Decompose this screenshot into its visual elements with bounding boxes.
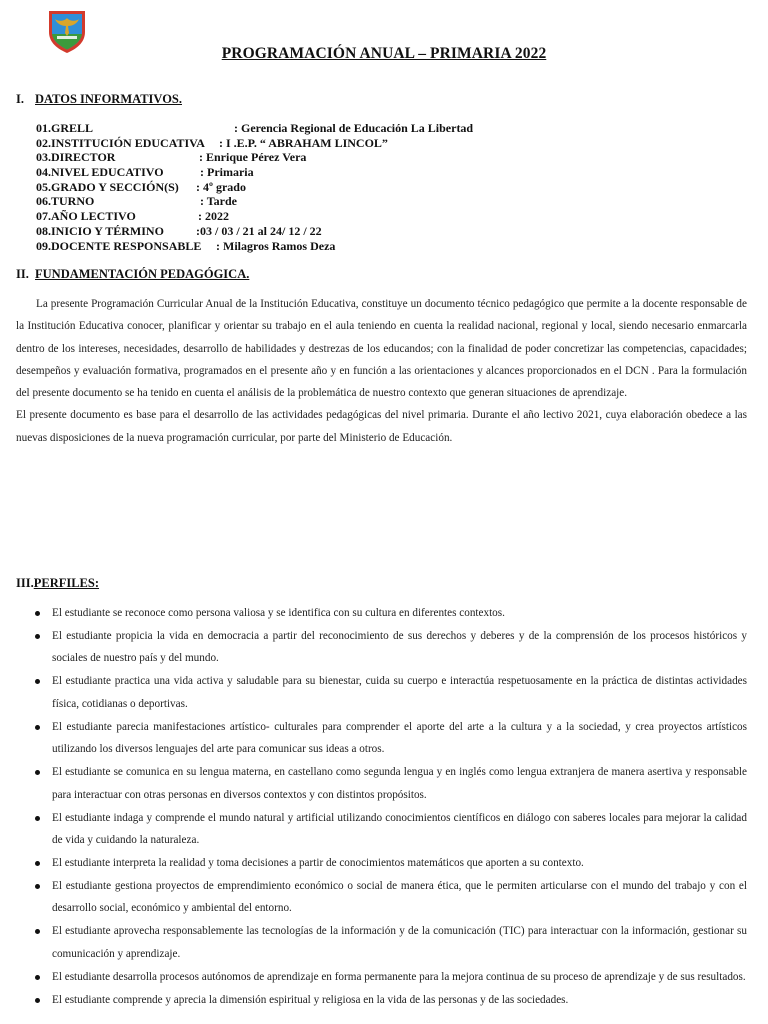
bullet-icon bbox=[35, 634, 40, 639]
list-item bbox=[16, 625, 747, 670]
list-item bbox=[16, 761, 747, 806]
dato-key: 05.GRADO Y SECCIÓN(S) bbox=[36, 179, 179, 194]
list-item bbox=[16, 602, 747, 624]
list-item bbox=[16, 852, 747, 874]
dato-value: : Tarde bbox=[200, 194, 238, 209]
bullet-icon bbox=[35, 884, 40, 889]
document-title: PROGRAMACIÓN ANUAL – PRIMARIA 2022 bbox=[221, 45, 547, 62]
bullet-icon bbox=[35, 998, 40, 1003]
section-number: II. bbox=[16, 267, 29, 281]
fundamentacion-text bbox=[16, 293, 747, 449]
section-heading-datos bbox=[16, 92, 182, 107]
paragraph: La presente Programación Curricular Anual de la Institución Educativa, constituye un documento técnico pedagógico que permite a la docente responsable de la Institución Educativa conocer, planificar y orientar su trabajo en el aula teniendo en cuenta la realidad nacional, regional y local, siendo necesario enmarcarla dentro de los intereses, necesidades, desarrollo de habilidades y destrezas de los educandos; con la finalidad de poder concretizar las competencias, capacidades; desempeños y evaluación formativa, programados en el presente año y en función a las orientaciones y alcances proporcionados en el DCN . Para la formulación del presente documento se ha tenido en cuenta el análisis de la problemática de nuestro contexto que generan situaciones de aprendizaje. bbox=[16, 298, 747, 400]
bullet-icon bbox=[35, 679, 40, 684]
list-item bbox=[16, 716, 747, 761]
dato-key: 07.AÑO LECTIVO bbox=[36, 209, 136, 224]
section-label: FUNDAMENTACIÓN PEDAGÓGICA. bbox=[35, 267, 250, 281]
dato-key: 02.INSTITUCIÓN EDUCATIVA bbox=[36, 135, 205, 150]
bullet-icon bbox=[35, 770, 40, 775]
list-item bbox=[16, 966, 747, 988]
section-number: I. bbox=[16, 92, 24, 106]
bullet-icon bbox=[35, 975, 40, 980]
dato-key: 08.INICIO Y TÉRMINO bbox=[36, 223, 164, 238]
dato-key: 06.TURNO bbox=[36, 194, 95, 209]
perfil-text: El estudiante desarrolla procesos autónomos de aprendizaje en forma permanente para la mejora continua de su proceso de aprendizaje y de sus resultados. bbox=[52, 970, 746, 983]
section-label: PERFILES: bbox=[33, 576, 100, 590]
list-item bbox=[16, 920, 747, 965]
dato-value: : Milagros Ramos Deza bbox=[216, 238, 336, 253]
dato-key: 03.DIRECTOR bbox=[36, 150, 116, 165]
dato-key: 09.DOCENTE RESPONSABLE bbox=[36, 238, 202, 253]
dato-value: : 2022 bbox=[198, 209, 229, 224]
list-item bbox=[16, 807, 747, 852]
dato-value: : I .E.P. “ ABRAHAM LINCOL” bbox=[219, 135, 388, 150]
perfil-text: El estudiante propicia la vida en democracia a partir del reconocimiento de sus derechos y deberes y de la comprensión de los procesos históricos y sociales de nuestro país y del mundo. bbox=[52, 630, 747, 665]
dato-value: :03 / 03 / 21 al 24/ 12 / 22 bbox=[196, 223, 322, 238]
perfil-text: El estudiante practica una vida activa y saludable para su bienestar, cuida su cuerpo e interactúa respetuosamente en la práctica de distintas actividades física, cotidianas o deportivas. bbox=[52, 675, 747, 710]
dato-value: : Primaria bbox=[200, 165, 254, 180]
bullet-icon bbox=[35, 929, 40, 934]
section-heading-perfiles bbox=[16, 576, 99, 591]
perfil-text: El estudiante comprende y aprecia la dimensión espiritual y religiosa en la vida de las personas y de las sociedades. bbox=[52, 993, 569, 1006]
perfil-text: El estudiante interpreta la realidad y toma decisiones a partir de conocimientos matemáticos que aporten a su contexto. bbox=[52, 857, 584, 870]
perfil-text: El estudiante indaga y comprende el mundo natural y artificial utilizando conocimientos científicos en diálogo con saberes locales para mejorar la calidad de vida y cuidando la naturaleza. bbox=[52, 811, 747, 847]
dato-value: : 4º grado bbox=[196, 179, 246, 194]
perfil-text: El estudiante se reconoce como persona valiosa y se identifica con su cultura en diferentes contextos. bbox=[52, 607, 505, 619]
section-heading-fundamentacion bbox=[16, 267, 249, 282]
perfil-text: El estudiante aprovecha responsablemente las tecnologías de la información y de la comunicación (TIC) para interactuar con la información, gestionar su comunicación y aprendizaje. bbox=[52, 925, 747, 960]
list-item bbox=[16, 989, 747, 1011]
dato-value: : Enrique Pérez Vera bbox=[199, 150, 307, 165]
perfil-text: El estudiante gestiona proyectos de emprendimiento económico o social de manera ética, que le permiten articularse con el mundo del trabajo y con el desarrollo social, económico y ambiental del entorno. bbox=[52, 880, 747, 915]
paragraph: El presente documento es base para el desarrollo de las actividades pedagógicas del nivel primaria. Durante el año lectivo 2021, cuya elaboración obedece a las nuevas disposiciones de la nueva programación curricular, por parte del Ministerio de Educación. bbox=[16, 409, 747, 444]
section-number: III. bbox=[16, 576, 34, 590]
bullet-icon bbox=[35, 725, 40, 730]
dato-key: 04.NIVEL EDUCATIVO bbox=[36, 165, 164, 180]
bullet-icon bbox=[35, 861, 40, 866]
bullet-icon bbox=[35, 816, 40, 821]
section-label: DATOS INFORMATIVOS. bbox=[35, 92, 182, 106]
list-item bbox=[16, 875, 747, 920]
perfiles-list bbox=[16, 602, 747, 1012]
bullet-icon bbox=[35, 611, 40, 616]
perfil-text: El estudiante parecia manifestaciones artístico- culturales para comprender el aporte del arte a la cultura y a la sociedad, y crea proyectos artísticos utilizando los diversos lenguajes del arte para comunicar sus ideas a otros. bbox=[52, 720, 747, 756]
dato-value: : Gerencia Regional de Educación La Libertad bbox=[234, 121, 474, 135]
dato-key: 01.GRELL bbox=[36, 121, 94, 135]
perfil-text: El estudiante se comunica en su lengua materna, en castellano como segunda lengua y en inglés como lengua extranjera de manera asertiva y responsable para interactuar con otras personas en diversos contextos y con distintos propósitos. bbox=[52, 766, 747, 801]
list-item bbox=[16, 670, 747, 715]
